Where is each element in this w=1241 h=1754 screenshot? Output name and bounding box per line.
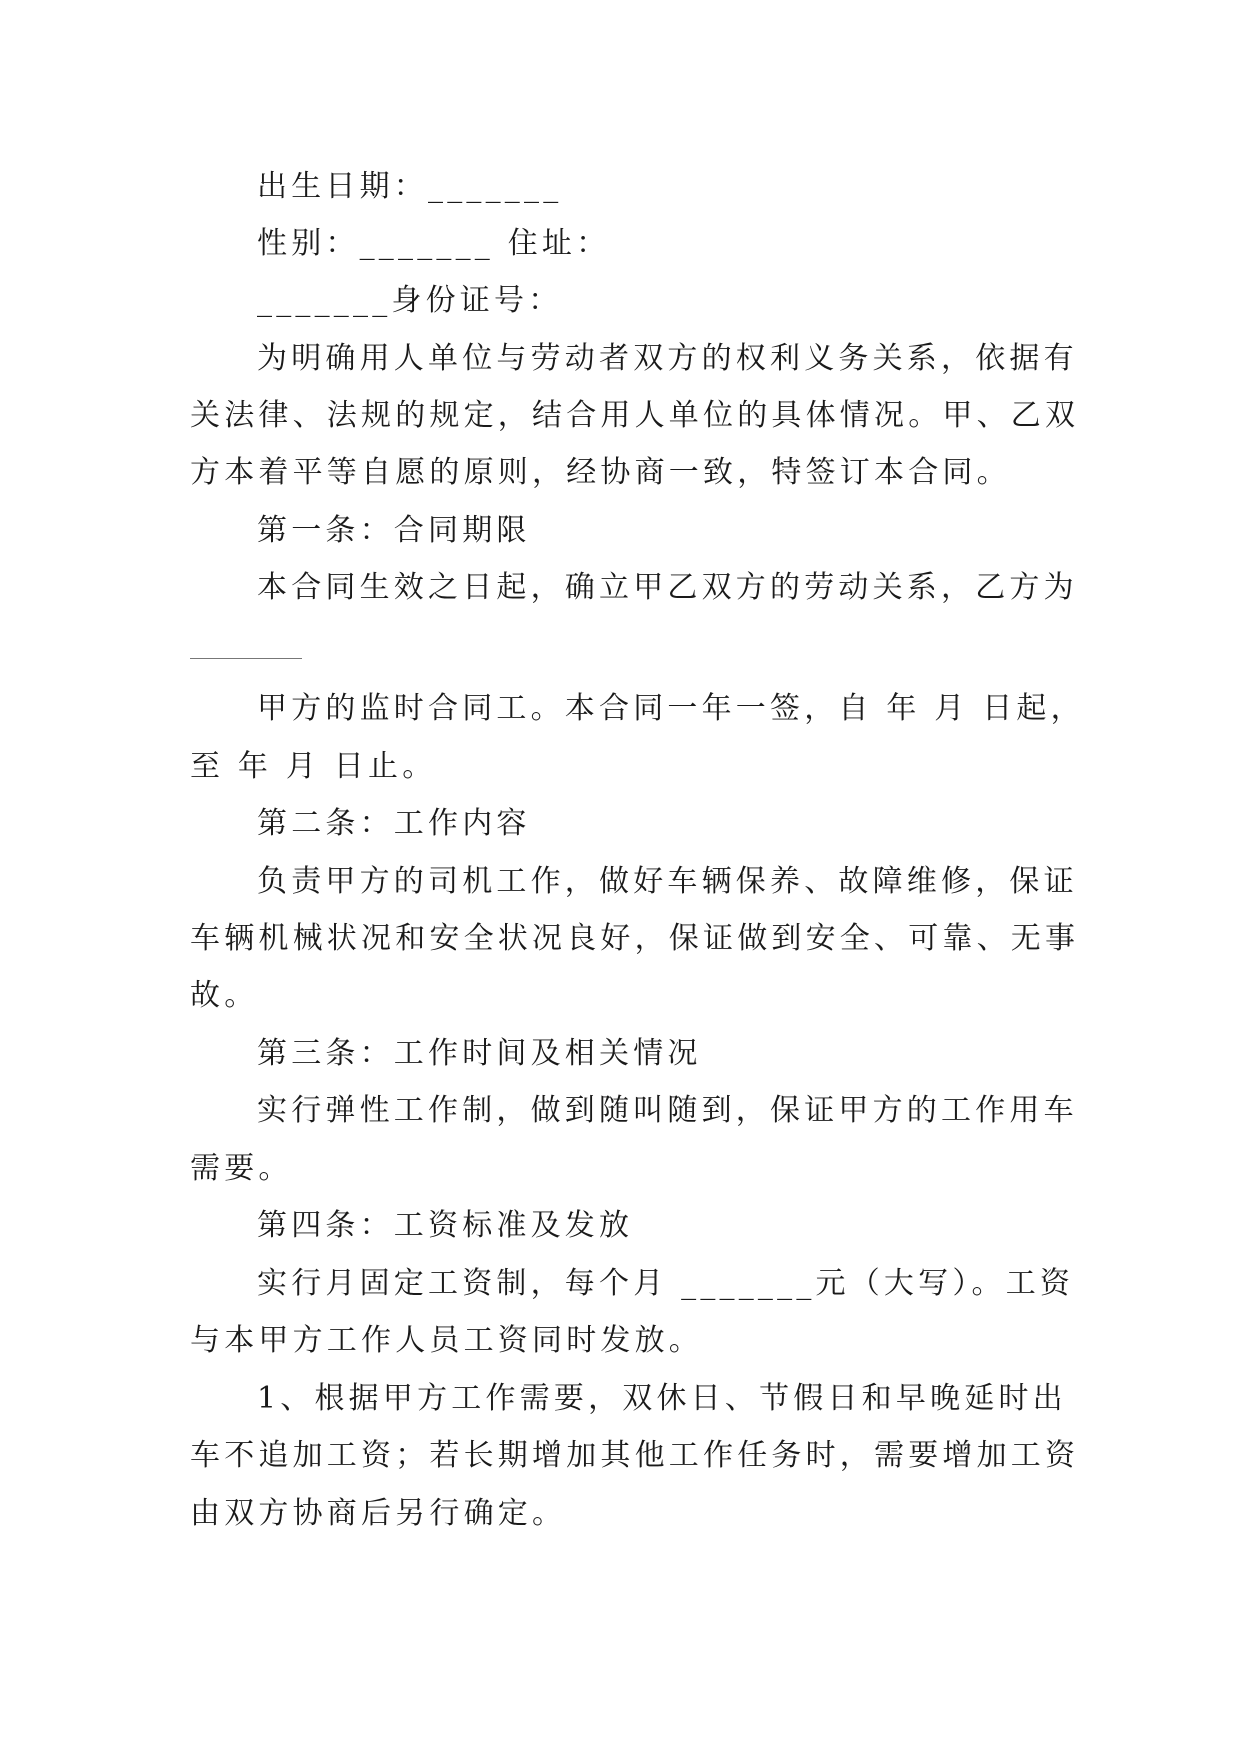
clause-1-line-1: 1、根据甲方工作需要，双休日、节假日和早晚延时出 xyxy=(257,1381,1067,1416)
birth-date-line: 出生日期：_______ xyxy=(257,169,563,204)
gender-address-line: 性别：_______ 住址： xyxy=(257,226,611,261)
article-4-heading: 第四条：工资标准及发放 xyxy=(257,1208,634,1243)
blank-underline xyxy=(190,658,302,659)
article-1-line-2: 甲方的监时合同工。本合同一年一签，自 年 月 日起， xyxy=(257,691,1085,726)
article-3-heading: 第三条：工作时间及相关情况 xyxy=(257,1036,702,1071)
preamble-line-2: 关法律、法规的规定，结合用人单位的具体情况。甲、乙双 xyxy=(190,398,1080,433)
article-2-line-2: 车辆机械状况和安全状况良好，保证做到安全、可靠、无事 xyxy=(190,921,1080,956)
article-3-line-1: 实行弹性工作制，做到随叫随到，保证甲方的工作用车 xyxy=(257,1093,1078,1128)
article-2-line-3: 故。 xyxy=(190,978,259,1013)
article-3-line-2: 需要。 xyxy=(190,1151,293,1186)
article-2-line-1: 负责甲方的司机工作，做好车辆保养、故障维修，保证 xyxy=(257,864,1078,899)
preamble-line-1: 为明确用人单位与劳动者双方的权利义务关系，依据有 xyxy=(257,341,1078,376)
article-1-line-3: 至 年 月 日止。 xyxy=(190,749,437,784)
article-4-line-2: 与本甲方工作人员工资同时发放。 xyxy=(190,1323,703,1358)
clause-1-line-2: 车不追加工资；若长期增加其他工作任务时，需要增加工资 xyxy=(190,1438,1080,1473)
article-1-heading: 第一条：合同期限 xyxy=(257,513,531,548)
article-4-line-1: 实行月固定工资制，每个月 _______元（大写）。工资 xyxy=(257,1266,1075,1301)
article-2-heading: 第二条：工作内容 xyxy=(257,806,531,841)
id-number-line: _______身份证号： xyxy=(257,283,563,318)
clause-1-line-3: 由双方协商后另行确定。 xyxy=(190,1496,567,1531)
preamble-line-3: 方本着平等自愿的原则，经协商一致，特签订本合同。 xyxy=(190,455,1011,490)
article-1-line-1: 本合同生效之日起，确立甲乙双方的劳动关系，乙方为 xyxy=(257,570,1078,605)
